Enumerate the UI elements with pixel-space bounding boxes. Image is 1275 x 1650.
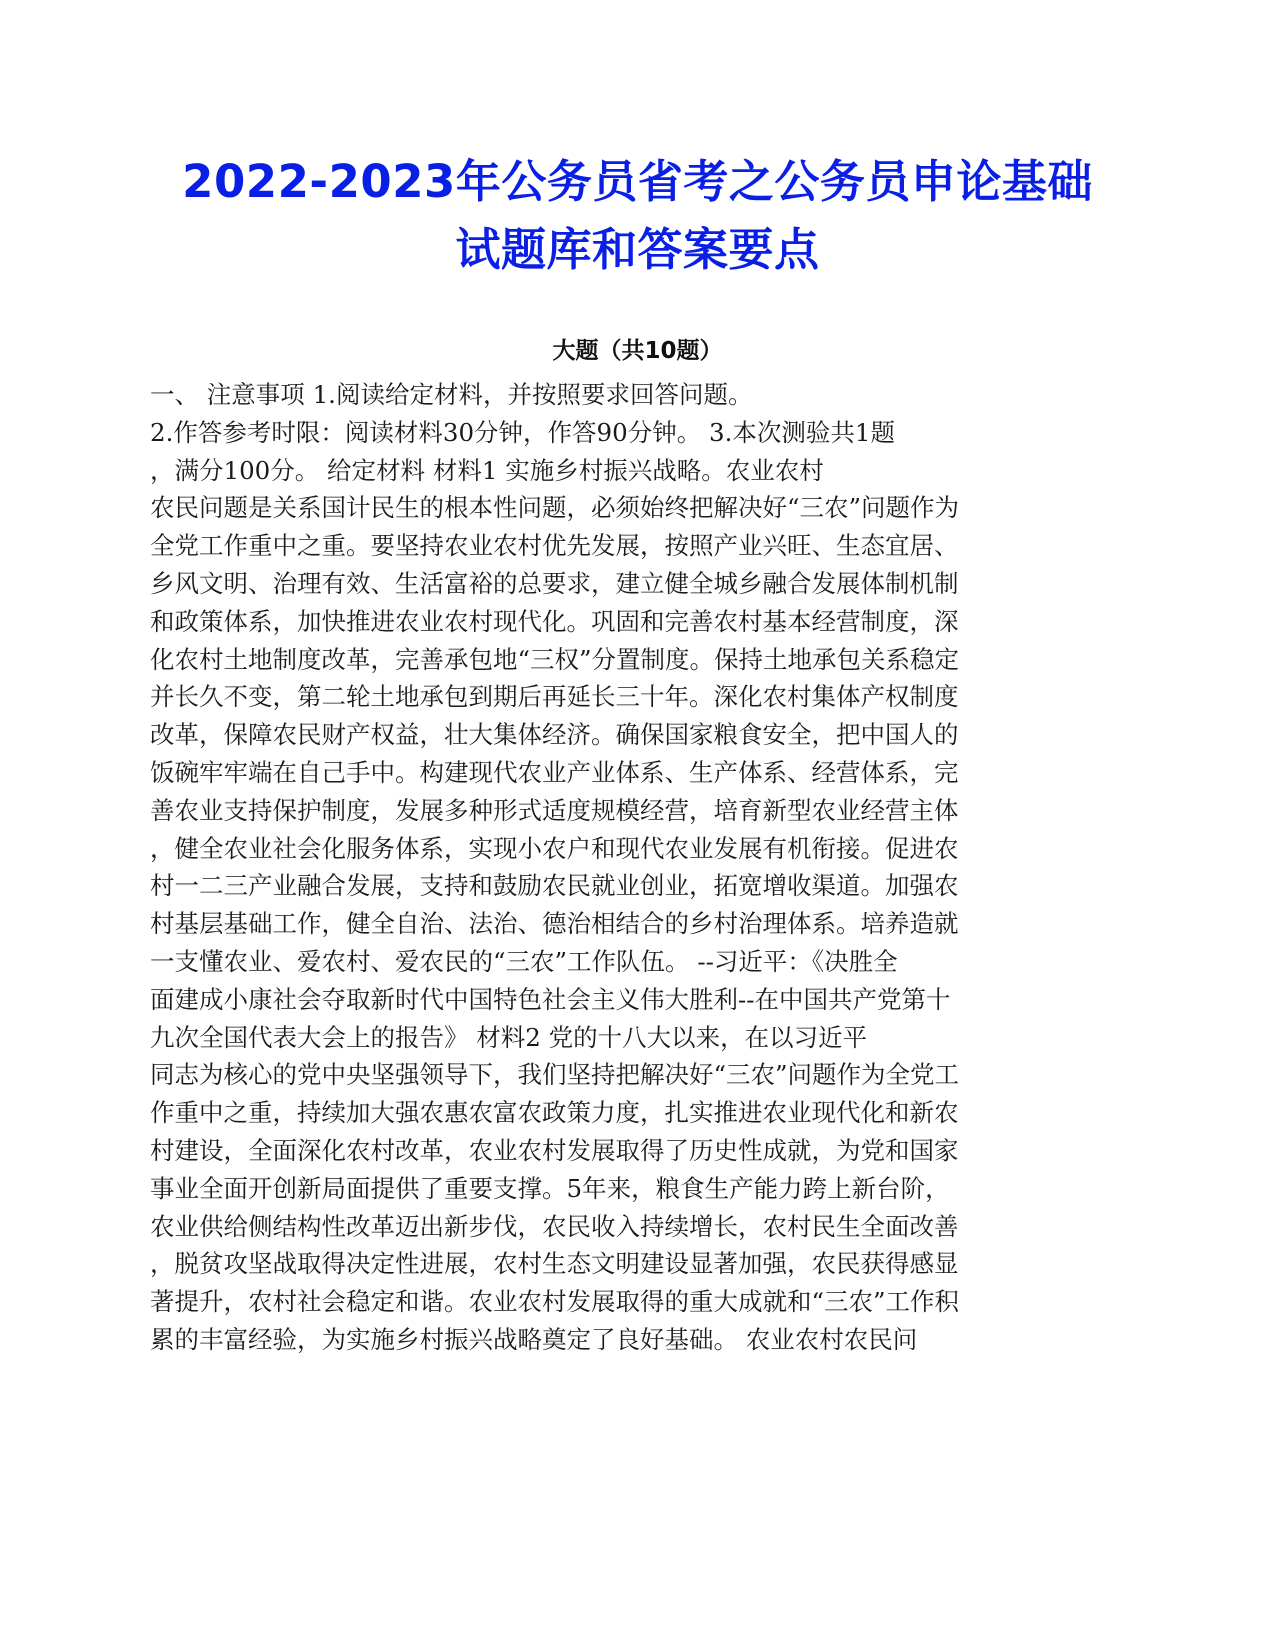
body-line: 同志为核心的党中央坚强领导下，我们坚持把解决好“三农”问题作为全党工 <box>150 1060 960 1090</box>
body-line: 并长久不变，第二轮土地承包到期后再延长三十年。深化农村集体产权制度 <box>150 682 959 712</box>
title-line-1: 2022-2023年公务员省考之公务员申论基础 <box>182 155 1093 208</box>
body-line: 村建设，全面深化农村改革，农业农村发展取得了历史性成就，为党和国家 <box>150 1136 959 1165</box>
body-line: 化农村土地制度改革，完善承包地“三权”分置制度。保持土地承包关系稳定 <box>150 644 960 674</box>
body-line: ，满分100分。 给定材料 材料1 实施乡村振兴战略。农业农村 <box>150 455 824 485</box>
body-line: 善农业支持保护制度，发展多种形式适度规模经营，培育新型农业经营主体 <box>150 795 959 825</box>
body-line: 农民问题是关系国计民生的根本性问题，必须始终把解决好“三农”问题作为 <box>150 493 960 523</box>
body-line: 乡风文明、治理有效、生活富裕的总要求，建立健全城乡融合发展体制机制 <box>150 569 959 598</box>
body-line: 全党工作重中之重。要坚持农业农村优先发展，按照产业兴旺、生态宜居、 <box>150 531 959 561</box>
body-line: 事业全面开创新局面提供了重要支撑。5年来，粮食生产能力跨上新台阶， <box>150 1173 950 1203</box>
body-line: 九次全国代表大会上的报告》 材料2 党的十八大以来，在以习近平 <box>150 1022 868 1052</box>
body-line: 村一二三产业融合发展，支持和鼓励农民就业创业，拓宽增收渠道。加强农 <box>150 871 959 901</box>
body-line: 作重中之重，持续加大强农惠农富农政策力度，扎实推进农业现代化和新农 <box>150 1098 959 1128</box>
body-line: 累的丰富经验，为实施乡村振兴战略奠定了良好基础。 农业农村农民问 <box>150 1325 918 1354</box>
title-line-2: 试题库和答案要点 <box>455 223 820 276</box>
body-line: 一、 注意事项 1.阅读给定材料，并按照要求回答问题。 <box>150 380 753 409</box>
body-line: ，健全农业社会化服务体系，实现小农户和现代农业发展有机衔接。促进农 <box>150 833 959 863</box>
body-line: 农业供给侧结构性改革迈出新步伐，农民收入持续增长，农村民生全面改善 <box>150 1211 959 1241</box>
body-line: 面建成小康社会夺取新时代中国特色社会主义伟大胜利--在中国共产党第十 <box>150 984 951 1014</box>
body-line: ，脱贫攻坚战取得决定性进展，农村生态文明建设显著加强，农民获得感显 <box>150 1249 959 1279</box>
body-line: 和政策体系，加快推进农业农村现代化。巩固和完善农村基本经营制度，深 <box>150 606 959 636</box>
section-heading: 大题（共10题） <box>552 338 723 364</box>
body-line: 一支懂农业、爱农村、爱农民的“三农”工作队伍。 --习近平：《决胜全 <box>150 947 898 976</box>
body-line: 著提升，农村社会稳定和谐。农业农村发展取得的重大成就和“三农”工作积 <box>150 1287 960 1317</box>
body-line: 村基层基础工作，健全自治、法治、德治相结合的乡村治理体系。培养造就 <box>150 909 959 939</box>
body-line: 饭碗牢牢端在自己手中。构建现代农业产业体系、生产体系、经营体系，完 <box>150 758 959 787</box>
body-line: 2.作答参考时限：阅读材料30分钟，作答90分钟。 3.本次测验共1题 <box>150 417 895 447</box>
document-title <box>130 148 1145 284</box>
body-line: 改革，保障农民财产权益，壮大集体经济。确保国家粮食安全，把中国人的 <box>150 720 959 750</box>
